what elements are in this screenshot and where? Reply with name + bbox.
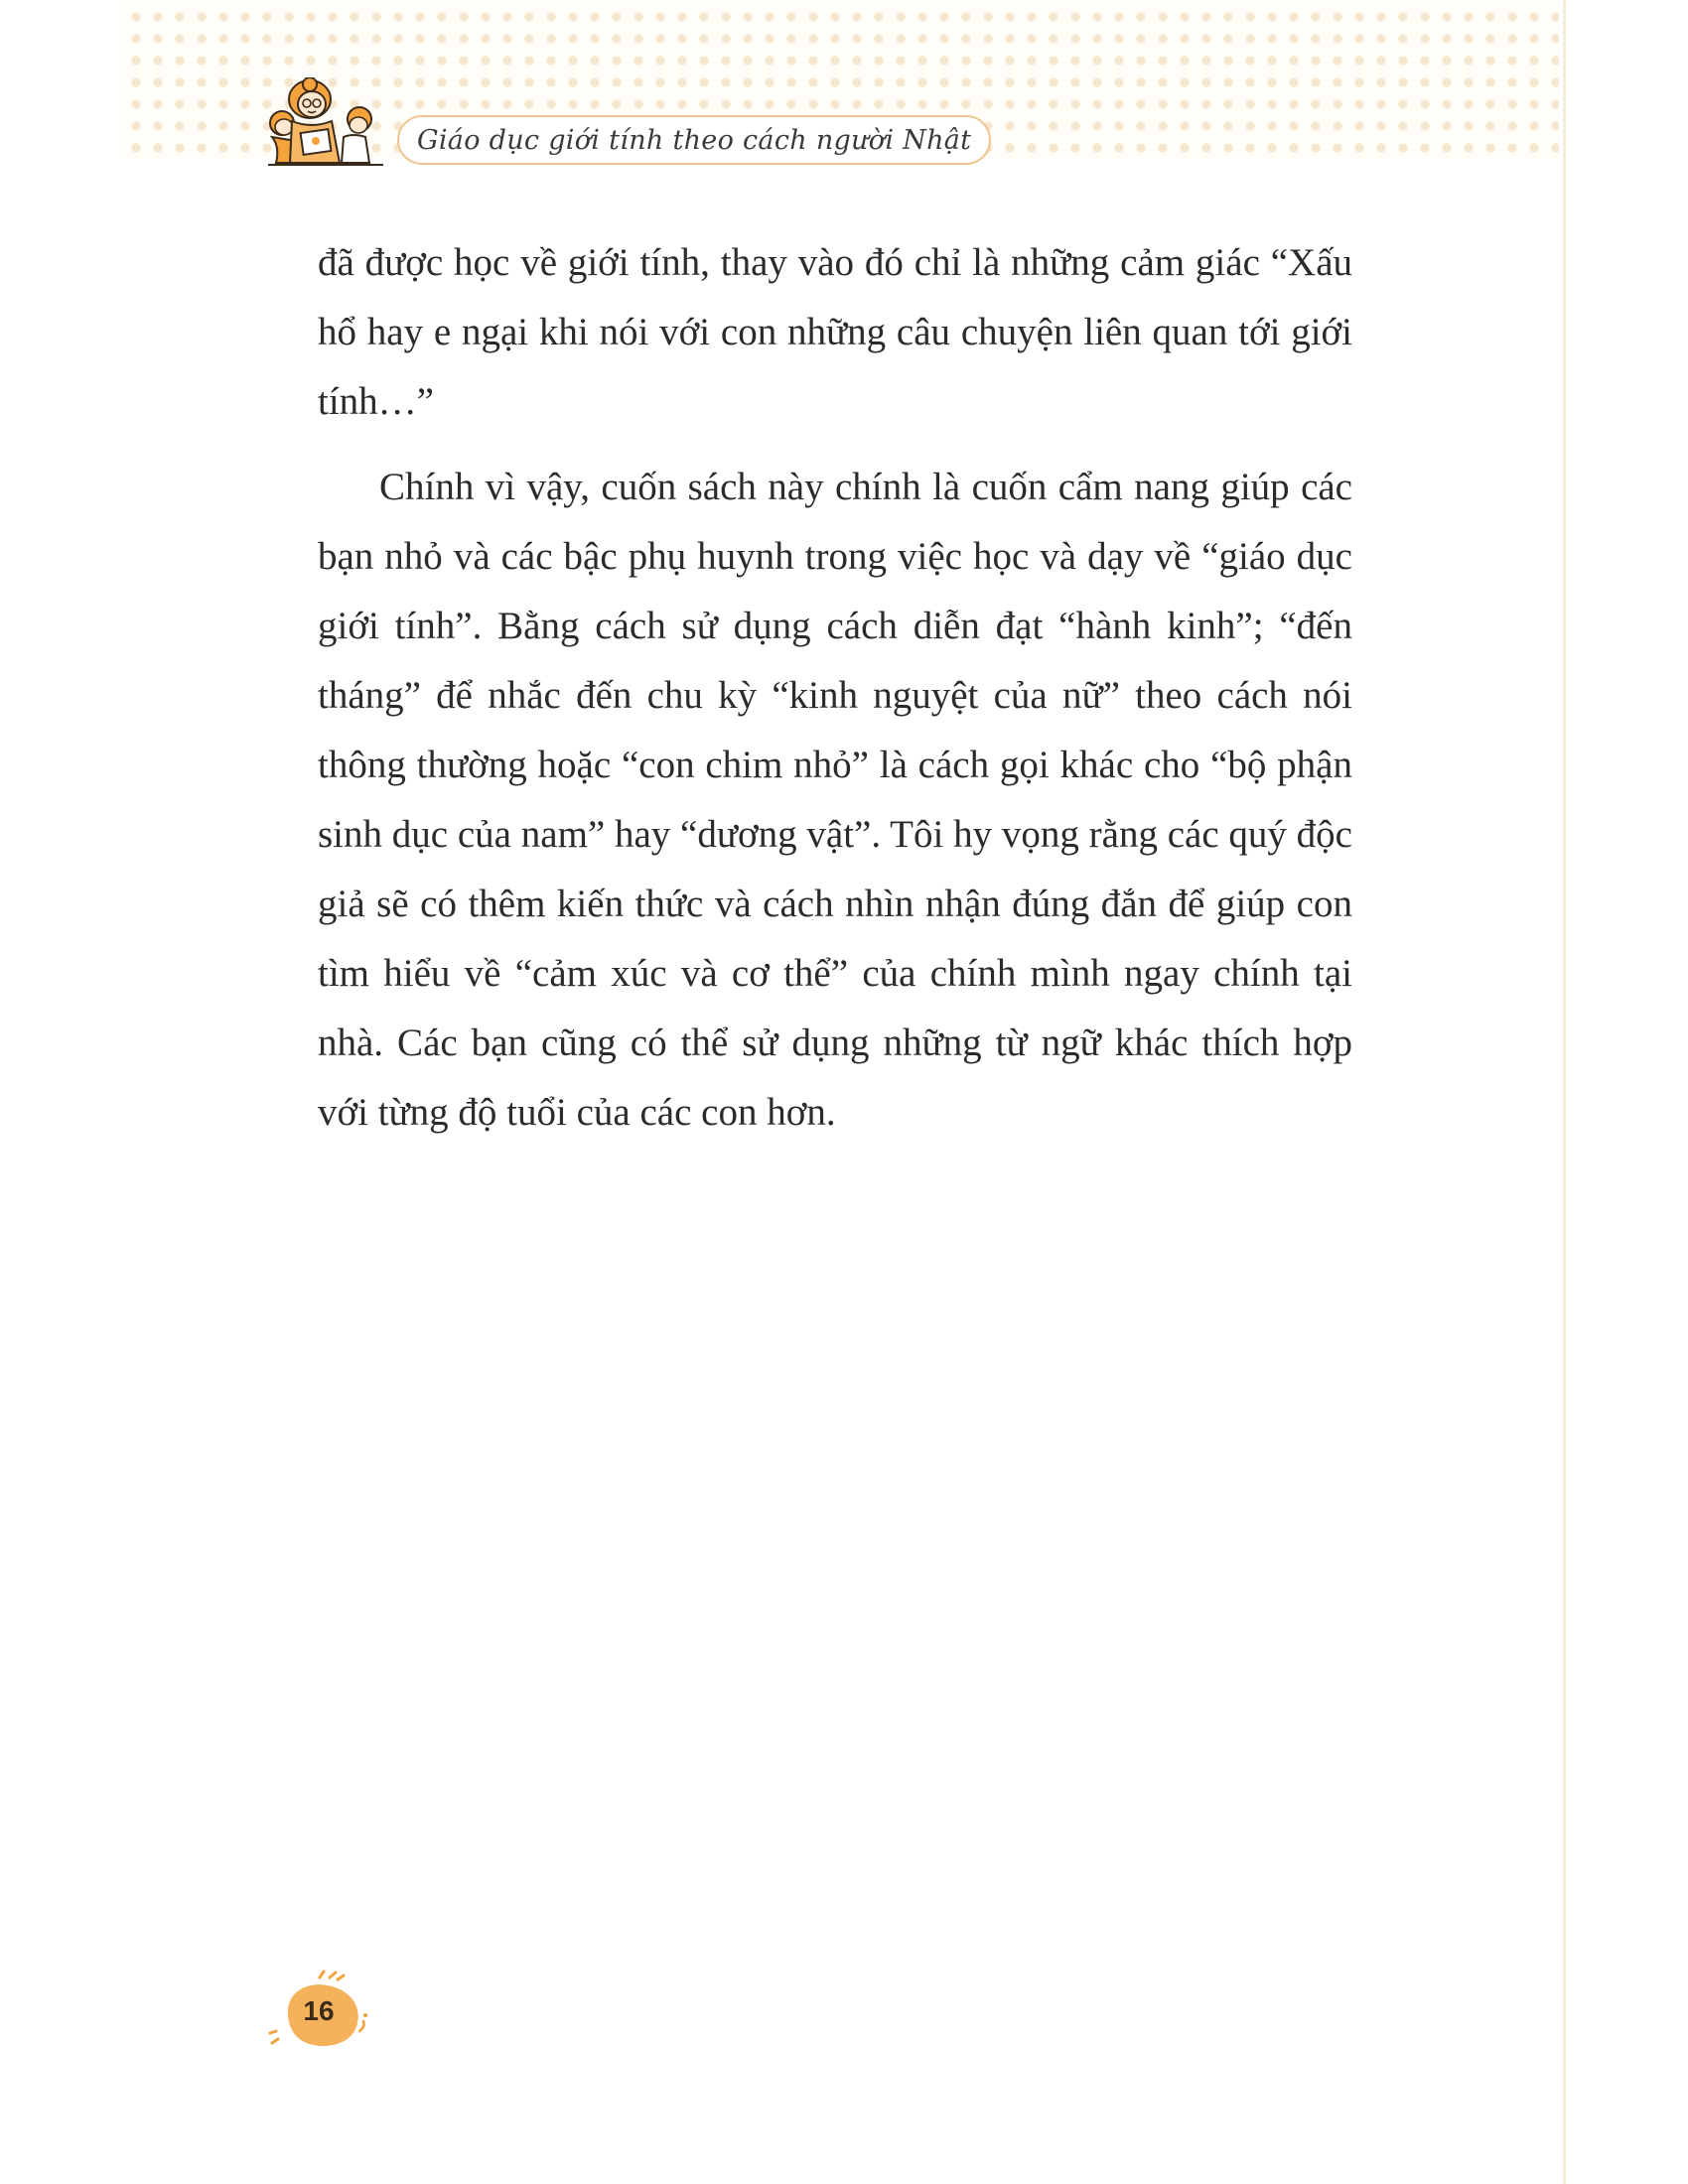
paragraph: Chính vì vậy, cuốn sách này chính là cuốn cẩm nang giúp các bạn nhỏ và các bậc phụ huynh trong việc học và dạy về “giáo dục giới tính”. Bằng cách sử dụng cách diễn đạt “hành kinh”; “đến tháng” để nhắc đến chu kỳ “kinh nguyệt của nữ” theo cách nói thông thường hoặc “con chim nhỏ” là cách gọi khác cho “bộ phận sinh dục của nam” hay “dương vật”. Tôi hy vọng rằng các quý độc giả sẽ có thêm kiến thức và cách nhìn nhận đúng đắn để giúp con tìm hiểu về “cảm xúc và cơ thể” của chính mình ngay chính tại nhà. Các bạn cũng có thể sử dụng những từ ngữ khác thích hợp với từng độ tuổi của các con hơn. — [318, 466, 1352, 1134]
body-text — [318, 228, 1352, 1148]
page-number: 16 — [303, 1995, 335, 2026]
running-header — [397, 115, 991, 165]
paragraph: đã được học về giới tính, thay vào đó chỉ là những cảm giác “Xấu hổ hay e ngại khi nói với con những câu chuyện liên quan tới giới tính…” — [318, 241, 1352, 423]
family-reading-icon — [266, 77, 387, 169]
book-title: Giáo dục giới tính theo cách người Nhật — [417, 124, 972, 156]
page-edge-rule — [1563, 0, 1566, 2184]
